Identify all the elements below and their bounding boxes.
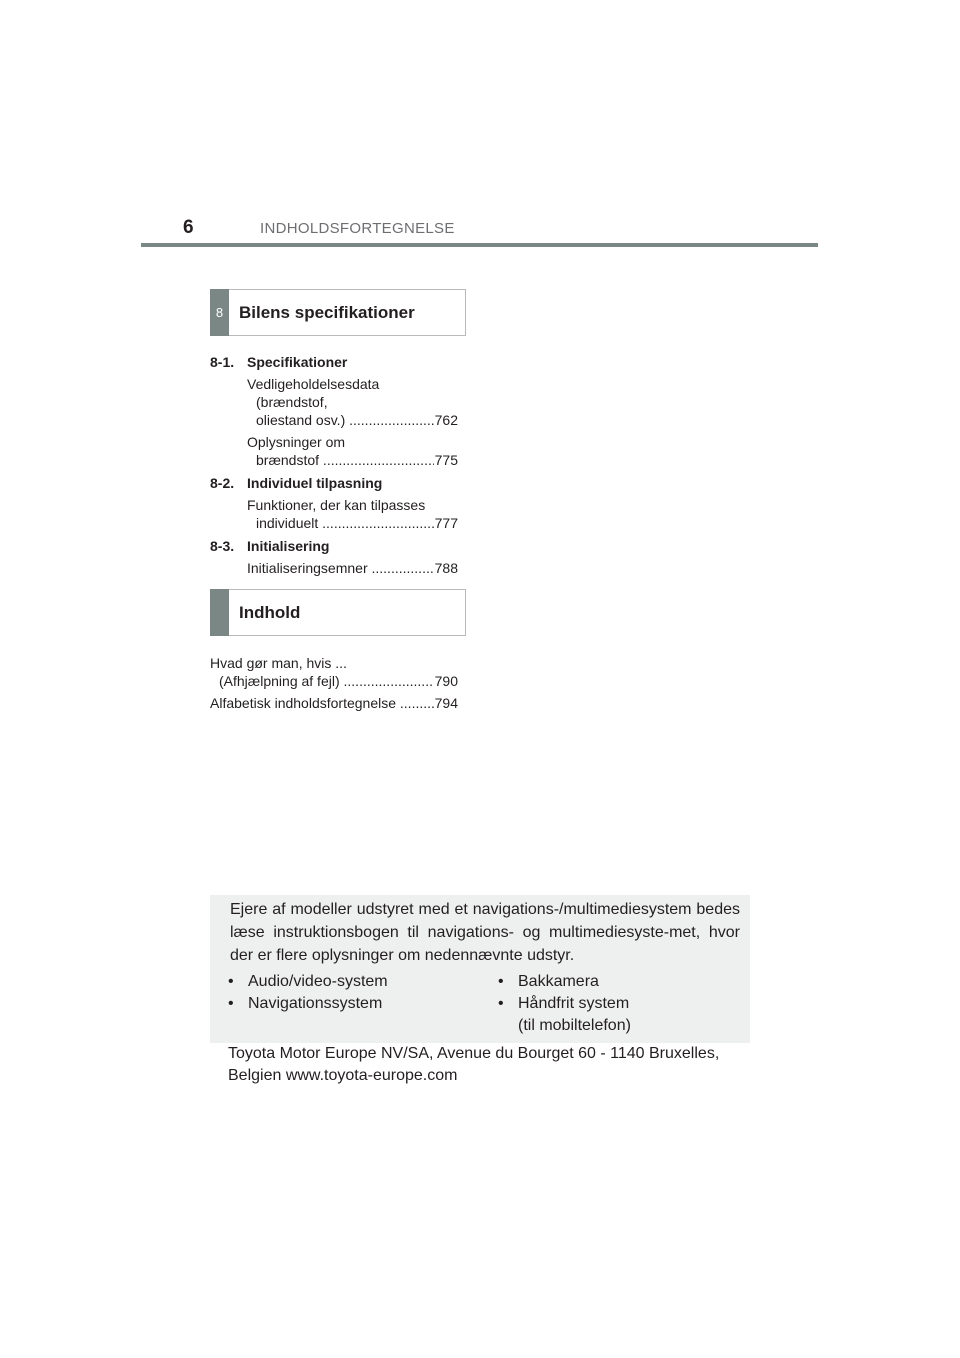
entry-text: Initialiseringsemner ..... xyxy=(247,559,434,577)
entry-text: brændstof ..... xyxy=(256,451,434,469)
entry-text: oliestand osv.) ..... xyxy=(256,411,434,429)
index-heading-box xyxy=(210,589,466,636)
bullet-marker: • xyxy=(498,973,504,990)
entry-leader-row xyxy=(247,411,458,429)
bullet-text: Håndfrit system xyxy=(518,995,630,1012)
bullet-marker: • xyxy=(228,995,234,1012)
entry-page: 790 xyxy=(434,673,458,689)
section-tab: 8 xyxy=(210,289,229,336)
entry-line: (brændstof, xyxy=(256,394,328,410)
entry-page: 762 xyxy=(434,412,458,428)
entry-line: Hvad gør man, hvis ... xyxy=(210,655,347,671)
bullet-item xyxy=(498,971,599,993)
subsection-number: 8-2. xyxy=(210,475,235,491)
bullet-text: Navigationssystem xyxy=(248,995,383,1012)
toc-subsection-heading xyxy=(210,474,458,492)
toc-index-section xyxy=(210,654,458,712)
entry-leader-row xyxy=(210,694,458,712)
toc-subsection-heading xyxy=(210,353,458,371)
bullet-text: Audio/video-system xyxy=(248,973,388,990)
entry-page: 777 xyxy=(434,515,458,531)
entry-leader-row xyxy=(247,451,458,469)
entry-line: Oplysninger om xyxy=(247,434,346,450)
toc-entry[interactable] xyxy=(210,433,458,469)
entry-leader-row xyxy=(210,672,458,690)
subsection-title: Specifikationer xyxy=(247,354,348,370)
subsection-title: Initialisering xyxy=(247,538,330,554)
section-title: Bilens specifikationer xyxy=(239,302,415,322)
bullet-item xyxy=(498,993,629,1015)
toc-entry[interactable] xyxy=(210,496,458,532)
header-rule xyxy=(141,243,818,247)
entry-leader-row xyxy=(247,559,458,577)
bullet-item xyxy=(228,993,382,1015)
bullet-marker: • xyxy=(498,995,504,1012)
toc-section-8 xyxy=(210,353,458,577)
publisher-line: Toyota Motor Europe NV/SA, Avenue du Bourget 60 - 1140 Bruxelles, xyxy=(228,1045,720,1062)
info-paragraph: Ejere af modeller udstyret med et navigations-/multimediesystem bedes læse instruktionsbogen til navigations- og multimediesyste-met, hvor der er flere oplysninger om nedennævnte udstyr. xyxy=(230,901,740,964)
index-tab xyxy=(210,589,229,636)
toc-entry[interactable] xyxy=(210,694,458,712)
running-title: INDHOLDSFORTEGNELSE xyxy=(260,220,455,237)
index-title: Indhold xyxy=(239,602,301,622)
publisher-line: Belgien www.toyota-europe.com xyxy=(228,1067,458,1084)
subsection-number: 8-3. xyxy=(210,538,235,554)
entry-line: Funktioner, der kan tilpasses xyxy=(247,497,426,513)
entry-text: Alfabetisk indholdsfortegnelse ..... xyxy=(210,694,434,712)
info-box xyxy=(210,895,750,1043)
entry-leader-row xyxy=(247,514,458,532)
bullet-item xyxy=(228,971,388,993)
entry-page: 788 xyxy=(434,560,458,576)
entry-page: 775 xyxy=(434,452,458,468)
section-heading-box xyxy=(210,289,466,336)
bullet-marker: • xyxy=(228,973,234,990)
bullet-continuation: (til mobiltelefon) xyxy=(518,1017,631,1034)
entry-text: individuelt ..... xyxy=(256,514,434,532)
toc-subsection-heading xyxy=(210,537,458,555)
entry-text: (Afhjælpning af fejl) ..... xyxy=(219,672,434,690)
entry-page: 794 xyxy=(434,695,458,711)
subsection-number: 8-1. xyxy=(210,354,235,370)
bullet-text: Bakkamera xyxy=(518,973,599,990)
page-number: 6 xyxy=(183,217,194,238)
toc-entry[interactable] xyxy=(210,375,458,429)
subsection-title: Individuel tilpasning xyxy=(247,475,383,491)
toc-entry[interactable] xyxy=(210,654,458,690)
entry-line: Vedligeholdelsesdata xyxy=(247,376,380,392)
toc-entry[interactable] xyxy=(210,559,458,577)
publisher-info xyxy=(228,1043,748,1087)
